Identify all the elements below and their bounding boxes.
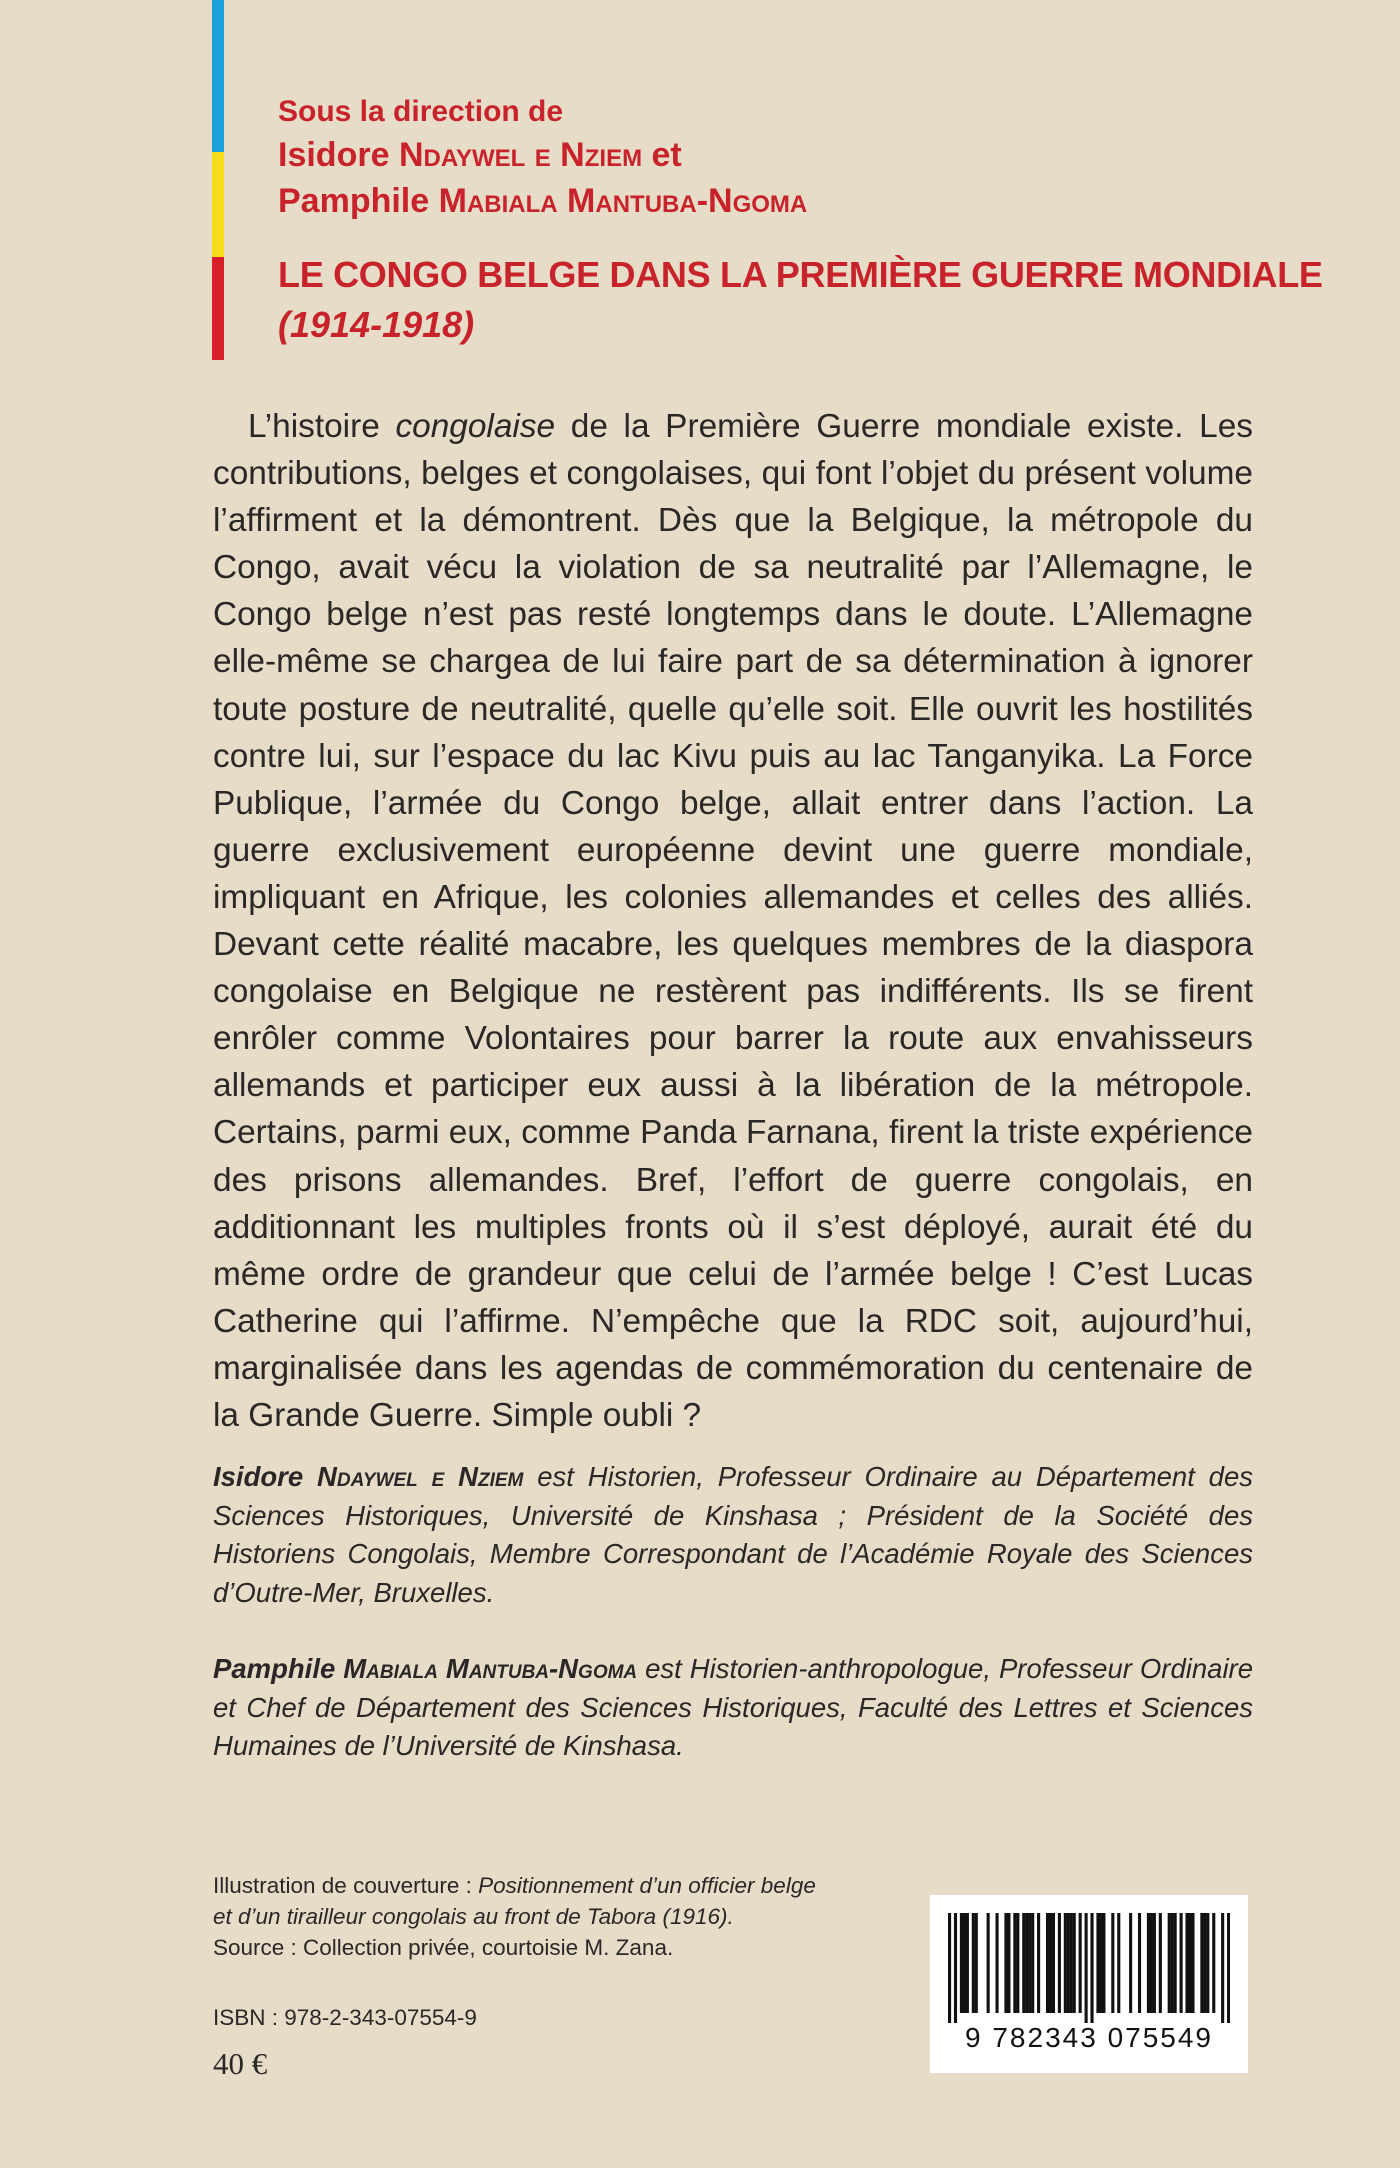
barcode-bar (1096, 1913, 1099, 2013)
credit-caption-1: Positionnement d’un officier belge (478, 1873, 816, 1898)
barcode-bar (1058, 1913, 1061, 2013)
author-bio-1-text: est Historien, Professeur Ordinaire au Département des Sciences Historiques, Université de Kinshasa ; Président de la Société des Historiens Congolais, Membre Correspondant de l’Académie Royale des Sciences d’Outre-Mer, Bruxelles. (213, 1461, 1254, 1608)
barcode-bar (975, 1913, 978, 2013)
barcode-bar (1073, 1913, 1076, 2013)
book-title-main: LE CONGO BELGE DANS LA PREMIÈRE GUERRE MONDIALE (278, 254, 1323, 295)
barcode-bar (1185, 1913, 1188, 2013)
barcode-bar (972, 1913, 975, 2013)
barcode-bar (1206, 1913, 1209, 2013)
barcode-bar (1067, 1913, 1070, 2013)
barcode-bar (987, 1913, 990, 2013)
barcode-digits: 9 782343 075549 (965, 2022, 1213, 2053)
author-bio-2-text: est Historien-anthropologue, Professeur Ordinaire et Chef de Département des Sciences Historiques, Faculté des Lettres et Sciences Humaines de l’Université de Kinshasa. (213, 1653, 1254, 1761)
book-title-dates: (1914-1918) (278, 304, 475, 345)
editor-2-last: Mabiala Mantuba-Ngoma (438, 182, 808, 220)
barcode-bars (948, 1913, 1230, 2023)
barcode-bar (1013, 1913, 1016, 2013)
blurb-paragraph (213, 403, 1253, 1439)
barcode-bar (1117, 1913, 1120, 2013)
book-title (278, 250, 1323, 350)
barcode-bar (1064, 1913, 1067, 2013)
barcode-bar (1150, 1913, 1153, 2013)
barcode-bar (1037, 1913, 1040, 2013)
barcode-bar (1099, 1913, 1102, 2013)
barcode-bar (1191, 1913, 1194, 2013)
barcode-bar (1138, 1913, 1141, 2013)
author-bio-1-first: Isidore (213, 1461, 304, 1492)
barcode-bar (1079, 1913, 1082, 2013)
barcode-bar (1174, 1913, 1177, 2013)
credit-label: Illustration de couverture : (213, 1873, 479, 1898)
flag-stripe-yellow (212, 152, 224, 257)
barcode-bar (1028, 1913, 1031, 2013)
barcode-bar (963, 1913, 966, 2013)
author-bio-2-last: Mabiala Mantuba-Ngoma (343, 1653, 638, 1684)
credit-source: Source : Collection privée, courtoisie M. Zana. (213, 1935, 674, 1960)
barcode-bar (1188, 1913, 1191, 2013)
barcode-bar (1016, 1913, 1019, 2013)
editor-2 (278, 178, 807, 224)
barcode-bar (1129, 1913, 1132, 2013)
barcode-bar (1052, 1913, 1055, 2013)
back-cover-blurb (213, 403, 1253, 1439)
barcode-bar (1171, 1913, 1174, 2013)
barcode-bar (1212, 1913, 1215, 2013)
barcode-bar (948, 1913, 951, 2023)
barcode-bar (1102, 1913, 1105, 2013)
barcode (930, 1895, 1248, 2073)
editor-1-last: Ndaywel e Nziem (398, 136, 643, 174)
barcode-bar (1022, 1913, 1025, 2013)
barcode-bar (1147, 1913, 1150, 2013)
barcode-bar (1200, 1913, 1203, 2013)
barcode-bar (1004, 1913, 1007, 2013)
cover-illustration-credit (213, 1870, 933, 1963)
editors-block (278, 92, 807, 224)
barcode-bar (1168, 1913, 1171, 2013)
barcode-bar (995, 1913, 998, 2013)
isbn-text: ISBN : 978-2-343-07554-9 (213, 2005, 477, 2030)
credit-caption-2: et d’un tirailleur congolais au front de Tabora (1916). (213, 1904, 734, 1929)
barcode-bar (1180, 1913, 1183, 2013)
credit-line-1 (213, 1870, 933, 1901)
author-bio-2-first: Pamphile (213, 1653, 336, 1684)
editor-1-suffix: et (651, 136, 682, 174)
editor-2-first: Pamphile (278, 182, 430, 220)
barcode-bar (1007, 1913, 1010, 2013)
flag-stripe-red (212, 257, 224, 360)
barcode-bar (1049, 1913, 1052, 2013)
barcode-bar (1221, 1913, 1224, 2023)
author-bio-1-last: Ndaywel e Nziem (317, 1461, 524, 1492)
author-bio-2 (213, 1650, 1253, 1766)
barcode-bar (1070, 1913, 1073, 2013)
barcode-bar (966, 1913, 969, 2013)
author-bio-1 (213, 1458, 1253, 1612)
editors-intro: Sous la direction de (278, 95, 564, 128)
barcode-bar (1090, 1913, 1093, 2023)
barcode-bar (1203, 1913, 1206, 2013)
flag-stripe-blue (212, 0, 224, 152)
price-text: 40 € (213, 2046, 268, 2081)
barcode-bar (954, 1913, 957, 2023)
barcode-bar (1159, 1913, 1162, 2013)
barcode-bar (1046, 1913, 1049, 2013)
barcode-bar (1227, 1913, 1230, 2023)
barcode-bar (1025, 1913, 1028, 2013)
barcode-bar (1153, 1913, 1156, 2013)
editor-1 (278, 132, 807, 178)
blurb-prefix: L’histoire (248, 408, 396, 445)
barcode-bar (960, 1913, 963, 2013)
barcode-bar (1085, 1913, 1088, 2023)
barcode-bar (1031, 1913, 1034, 2013)
editor-1-first: Isidore (278, 136, 390, 174)
blurb-text: de la Première Guerre mondiale existe. Les contributions, belges et congolaises, qui font l’objet du présent volume l’affirment et la démontrent. Dès que la Belgique, la métropole du Congo, avait vécu la violation de sa neutralité par l’Allemagne, le Congo belge n’est pas resté longtemps dans le doute. L’Allemagne elle-même se chargea de lui faire part de sa détermination à ignorer toute posture de neutralité, quelle qu’elle soit. Elle ouvrit les hostilités contre lui, sur l’espace du lac Kivu puis au lac Tanganyika. La Force Publique, l’armée du Congo belge, allait entrer dans l’action. La guerre exclusivement européenne devint une guerre mondiale, impliquant en Afrique, les colonies allemandes et celles des alliés. Devant cette réalité macabre, les quelques membres de la diaspora congolaise en Belgique ne restèrent pas indifférents. Ils se firent enrôler comme Volontaires pour barrer la route aux envahisseurs allemands et participer eux aussi à la libération de la métropole. Certains, parmi eux, comme Panda Farnana, firent la triste expérience des prisons allemandes. Bref, l’effort de guerre congolais, en additionnant les multiples fronts où il s’est déployé, aurait été du même ordre de grandeur que celui de l’armée belge ! C’est Lucas Catherine qui l’affirme. N’empêche que la RDC soit, aujourd’hui, marginalisée dans les agendas de commémoration du centenaire de la Grande Guerre. Simple oubli ? (213, 408, 1253, 1434)
barcode-bar (1111, 1913, 1114, 2013)
blurb-emphasis: congolaise (395, 408, 556, 445)
